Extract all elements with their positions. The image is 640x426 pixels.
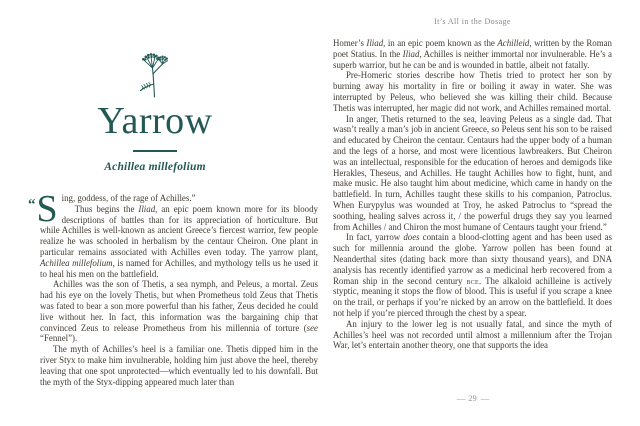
left-page: [28, 0, 319, 426]
paragraph-text: ing, goddess, of the rage of Achilles.”: [61, 193, 196, 203]
title-divider: [133, 150, 177, 152]
yarrow-plant-icon: [134, 48, 176, 98]
chapter-header: [16, 48, 294, 173]
running-head: It’s All in the Dosage: [434, 17, 511, 26]
footer-dash-left: —: [456, 393, 465, 403]
paragraph: Thus begins the Iliad, an epic poem known more for its bloody descriptions of battles than for its appreciation of horticulture. But while Achilles is well-known as ancient Greece’s fiercest warrior, few people realize he was schooled in herbalism by the centaur Cheiron. One plant in particular remains associated with Achilles even today. The yarrow plant, Achillea millefolium, is named for Achilles, and mythology tells us he used it to heal his men on the battlefield.: [40, 203, 319, 279]
right-page-body-text: [333, 38, 612, 351]
left-page-body-text: [28, 188, 319, 387]
chapter-subtitle-latin-name: Achillea millefolium: [104, 161, 206, 173]
drop-cap: [28, 188, 58, 230]
paragraph: An injury to the lower leg is not usually fatal, and since the myth of Achilles’s heel was not recorded until almost a millennium after the Trojan War, let’s entertain another theory, one that supports the idea: [333, 318, 612, 351]
chapter-title: Yarrow: [97, 100, 213, 142]
paragraph: In anger, Thetis returned to the sea, leaving Peleus as a single dad. That wasn’t really a man’s job in ancient Greece, so Peleus sent his son to be raised and educated by Cheiron the centaur. Centaurs had the upper body of a human and the legs of a horse, and most were licentious lawbreakers. But Cheiron was an intellectual, responsible for the education of heroes and demigods like Herakles, Theseus, and Achilles. He taught Achilles how to fight, hunt, and make music. He also taught him about medicine, which came in handy on the battlefield. In turn, Achilles taught these skills to his companion, Patroclus. When Eurypylus was wounded at Troy, he asked Patroclus to “spread the soothing, healing salves across it, / the powerful drugs they say you learned from Achilles / and Chiron the most humane of Centaurs taught your friend.”: [333, 113, 612, 232]
right-page: [333, 0, 612, 426]
paragraph: In fact, yarrow does contain a blood-clotting agent and has been used as such for millennia around the globe. Yarrow pollen has been found at Neanderthal sites (dating back more than sixty thousand years), and DNA analysis has recently identified yarrow as a medicinal herb recovered from a Roman ship in the second century bce. The alkaloid achilleine is actively styptic, meaning it stops the flow of blood. This is useful if you scrape a knee on the trail, or perhaps if you’re nicked by an arrow on the battlefield. It does not help if you’re pierced through the chest by a spear.: [333, 232, 612, 318]
paragraph: Achilles was the son of Thetis, a sea nymph, and Peleus, a mortal. Zeus had his eye on the lovely Thetis, but when Prometheus told Zeus that Thetis was fated to bear a son more powerful than his father, Zeus decided he could live without her. In fact, this information was the bargaining chip that convinced Zeus to release Prometheus from his millennia of torture (see “Fennel”).: [40, 279, 318, 344]
opening-quote-mark: “: [28, 197, 36, 213]
page-number: [333, 393, 612, 403]
paragraph: Homer’s Iliad, in an epic poem known as the Achilleid, written by the Roman poet Statius. In the Iliad, Achilles is neither immortal nor invulnerable. He’s a superb warrior, but he can be and is wounded in battle, albeit not fatally.: [333, 38, 612, 70]
footer-dash-right: —: [480, 393, 489, 403]
paragraph: [28, 188, 318, 230]
page-number-value: 29: [468, 393, 477, 403]
drop-cap-letter: S: [36, 188, 58, 230]
paragraph: The myth of Achilles’s heel is a familiar one. Thetis dipped him in the river Styx to make him invulnerable, holding him just above the heel, thereby leaving that one spot unprotected—which eventually led to his downfall. But the myth of the Styx-dipping appeared much later than: [40, 344, 318, 387]
paragraph: Pre-Homeric stories describe how Thetis tried to protect her son by burning away his mortality in fire or boiling it away in water. She was interrupted by Peleus, who believed she was killing their child. Because Thetis was interrupted, her magic did not work, and Achilles remained mortal.: [333, 70, 612, 113]
